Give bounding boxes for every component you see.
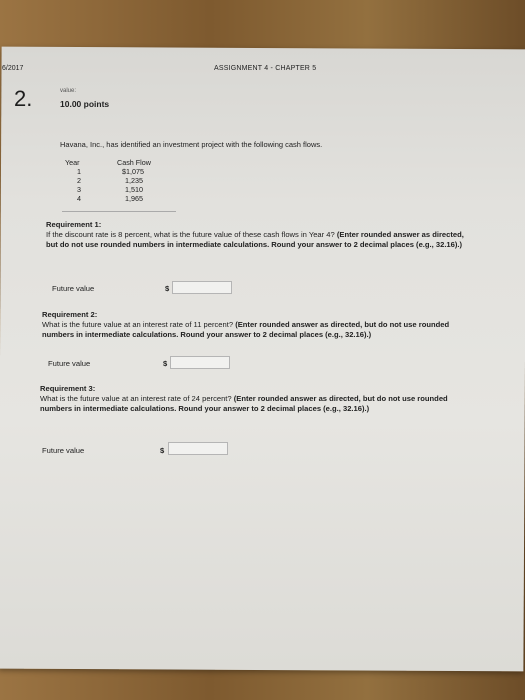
print-date: 6/2017 bbox=[2, 65, 24, 72]
requirement-3-title: Requirement 3: bbox=[40, 384, 96, 393]
points-value: 10.00 points bbox=[60, 99, 110, 109]
requirement-2-title: Requirement 2: bbox=[42, 310, 98, 319]
table-row-flow: $1,075 bbox=[122, 167, 144, 176]
future-value-input-3[interactable] bbox=[168, 442, 228, 455]
future-value-input-1[interactable] bbox=[172, 281, 232, 294]
table-row-year: 4 bbox=[77, 194, 81, 203]
dollar-sign: $ bbox=[165, 284, 170, 293]
dollar-sign: $ bbox=[163, 359, 168, 368]
table-row-year: 1 bbox=[77, 167, 81, 176]
future-value-label: Future value bbox=[52, 284, 95, 293]
requirement-1-title: Requirement 1: bbox=[46, 220, 102, 229]
requirement-1-instructions: (Enter rounded answer as directed, but do not use rounded numbers in intermediate calculations. Round your answer to 2 decimal places (e.g., 32.16).) bbox=[46, 230, 464, 249]
cash-flow-column-header: Cash Flow bbox=[117, 158, 151, 167]
table-row-flow: 1,510 bbox=[125, 185, 143, 194]
requirement-2 bbox=[42, 310, 472, 340]
year-column-header: Year bbox=[65, 158, 80, 167]
requirement-2-question: What is the future value at an interest rate of 11 percent? bbox=[42, 320, 236, 329]
future-value-label: Future value bbox=[48, 359, 91, 368]
future-value-label: Future value bbox=[42, 446, 85, 455]
table-row-year: 2 bbox=[77, 176, 81, 185]
table-row-year: 3 bbox=[77, 185, 81, 194]
requirement-3-instructions: (Enter rounded answer as directed, but do not use rounded numbers in intermediate calculations. Round your answer to 2 decimal places (e.g., 32.16).) bbox=[40, 394, 448, 413]
requirement-3 bbox=[40, 384, 470, 414]
table-divider bbox=[62, 211, 176, 212]
table-row-flow: 1,235 bbox=[125, 176, 143, 185]
assignment-title: ASSIGNMENT 4 - CHAPTER 5 bbox=[214, 65, 317, 72]
requirement-3-question: What is the future value at an interest rate of 24 percent? bbox=[40, 394, 234, 403]
requirement-1-question: If the discount rate is 8 percent, what is the future value of these cash flows in Year 4? bbox=[46, 230, 337, 239]
future-value-input-2[interactable] bbox=[170, 356, 230, 369]
value-label: value: bbox=[60, 88, 77, 94]
cash-flow-table bbox=[62, 158, 182, 208]
requirement-1 bbox=[46, 220, 476, 250]
requirement-2-instructions: (Enter rounded answer as directed, but do not use rounded numbers in intermediate calculations. Round your answer to 2 decimal places (e.g., 32.16).) bbox=[42, 320, 450, 339]
problem-intro: Havana, Inc., has identified an investment project with the following cash flows. bbox=[60, 140, 323, 149]
question-number: 2. bbox=[14, 86, 33, 111]
dollar-sign: $ bbox=[160, 446, 165, 455]
table-row-flow: 1,965 bbox=[125, 194, 143, 203]
